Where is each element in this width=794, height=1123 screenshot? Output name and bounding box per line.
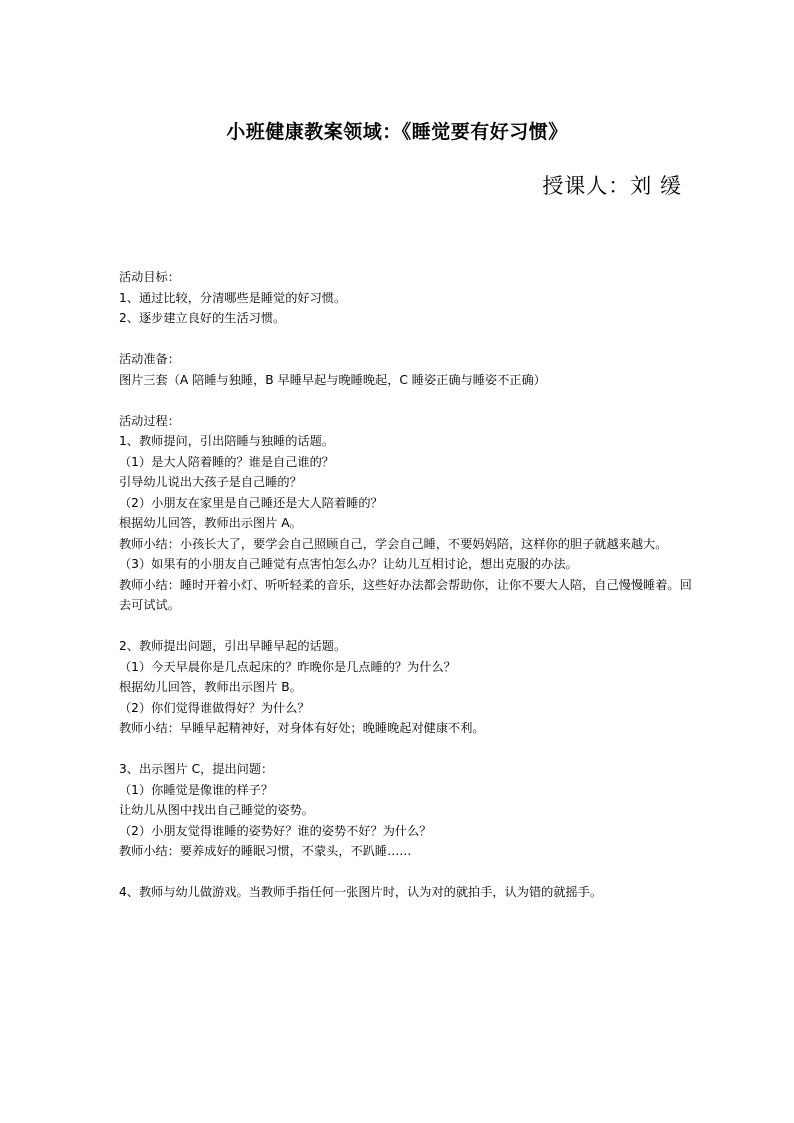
process-line: （2）小朋友觉得谁睡的姿势好？谁的姿势不好？为什么？ xyxy=(119,823,432,838)
spacer xyxy=(119,616,694,637)
process-line: （2）小朋友在家里是自己睡还是大人陪着睡的？ xyxy=(119,495,383,510)
process-line: 1、教师提问，引出陪睡与独睡的话题。 xyxy=(119,434,334,448)
process-line: 根据幼儿回答，教师出示图片 A。 xyxy=(119,516,302,530)
process-line: （1）你睡觉是像谁的样子？ xyxy=(119,782,274,797)
process-paragraph: 4、教师与幼儿做游戏。当教师手指任何一张图片时，认为对的就拍手，认为错的就摇手。 xyxy=(119,885,603,899)
goals-heading: 活动目标： xyxy=(119,270,180,284)
teacher-line: 授课人：刘 缓 xyxy=(542,174,682,198)
process-line: 让幼儿从图中找出自己睡觉的姿势。 xyxy=(119,803,314,817)
goal-item: 2、逐步建立良好的生活习惯。 xyxy=(119,311,286,325)
process-paragraph: 教师小结：小孩长大了，要学会自己照顾自己，学会自己睡，不要妈妈陪，这样你的胆子就越来越大。 xyxy=(119,536,668,551)
process-paragraph: 教师小结：睡时开着小灯、听听轻柔的音乐，这些好办法都会帮助你，让你不要大人陪，自己慢慢睡着。回去可试试。 xyxy=(119,577,692,612)
document-body xyxy=(119,267,694,903)
spacer xyxy=(119,739,694,760)
prep-heading: 活动准备： xyxy=(119,352,180,366)
process-line: （2）你们觉得谁做得好？为什么？ xyxy=(119,700,310,715)
process-line: 教师小结：早睡早起精神好，对身体有好处；晚睡晚起对健康不利。 xyxy=(119,721,485,735)
process-line: （3）如果有的小朋友自己睡觉有点害怕怎么办？让幼儿互相讨论，想出克服的办法。 xyxy=(119,557,578,571)
process-heading: 活动过程： xyxy=(119,413,180,428)
prep-text: 图片三套（A 陪睡与独睡，B 早睡早起与晚睡晚起，C 睡姿正确与睡姿不正确） xyxy=(119,372,546,387)
process-line: 根据幼儿回答，教师出示图片 B。 xyxy=(119,680,302,694)
spacer xyxy=(119,862,694,883)
process-line: （1）今天早晨你是几点起床的？昨晚你是几点睡的？为什么？ xyxy=(119,659,456,674)
document-title: 小班健康教案领域：《睡觉要有好习惯》 xyxy=(226,121,568,143)
spacer xyxy=(119,329,694,350)
process-line: 3、出示图片 C，提出问题： xyxy=(119,762,274,776)
process-line: （1）是大人陪着睡的？谁是自己谁的？ xyxy=(119,454,334,469)
process-line: 引导幼儿说出大孩子是自己睡的？ xyxy=(119,475,302,489)
goal-item: 1、通过比较，分清哪些是睡觉的好习惯。 xyxy=(119,290,347,305)
spacer xyxy=(119,390,694,411)
process-line: 2、教师提出问题，引出早睡早起的话题。 xyxy=(119,639,347,653)
process-line: 教师小结：要养成好的睡眠习惯，不蒙头，不趴睡…… xyxy=(119,844,412,858)
